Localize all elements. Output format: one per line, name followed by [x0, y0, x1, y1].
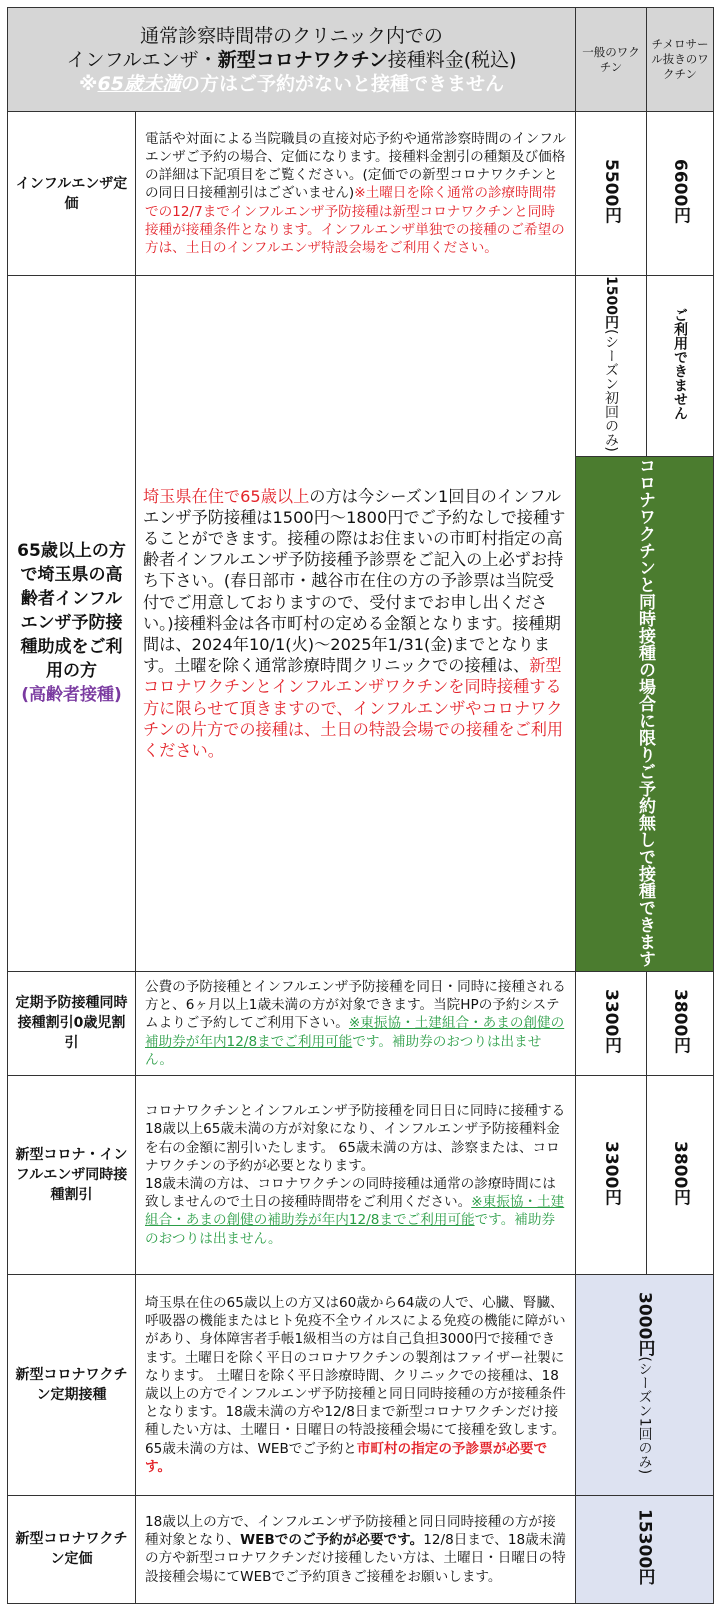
- price-thimerosal: [647, 276, 714, 457]
- desc-voucher-note: です。補助券のおつりは出ません。: [145, 1212, 556, 1247]
- price-general-text: 3300円: [601, 1140, 622, 1206]
- price-combined-text: 15300円: [634, 1509, 655, 1586]
- desc-warning: 市町村の指定の予診票が必要です。: [145, 1440, 548, 1475]
- table-title: [8, 8, 576, 112]
- title-line2-pre: インフルエンザ・: [66, 48, 218, 71]
- desc-text-2: 12/8日まで、18歳未満の方や新型コロナワクチンだけ接種したい方は、土曜日・日曜日の特設接種会場にてWEBでご予約頂きご接種をお願いします。: [145, 1532, 566, 1585]
- price-thimerosal: [647, 112, 714, 276]
- desc-warning: 新型コロナワクチンとインフルエンザワクチンを同時接種する方に限らせて頂きますので、インフルエンザやコロナワクチンの片方での接種は、土日の特設会場での接種をご利用ください。: [143, 656, 564, 761]
- table-header-row: [8, 8, 714, 112]
- table-row: [8, 112, 714, 276]
- table-row: [8, 971, 714, 1075]
- notice-post: の方はご予約がないと接種できません: [180, 72, 504, 95]
- price-general-text: 3300円: [601, 989, 622, 1054]
- table-row: [8, 1274, 714, 1495]
- reservation-notice: [12, 72, 571, 96]
- price-thimerosal-text: 3800円: [670, 989, 691, 1054]
- row-label-sub: (高齢者接種): [21, 685, 122, 706]
- row-label-text: 65歳以上の方で埼玉県の高齢者インフルエンザ予防接種助成をご利用の方: [17, 541, 126, 682]
- title-line2-post: 接種料金(税込): [387, 48, 517, 71]
- desc-voucher-note: です。補助券のおつりは出ません。: [145, 1033, 542, 1068]
- desc-text: 公費の予防接種とインフルエンザ予防接種を同日・同時に接種される方と、6ヶ月以上1歳未満の方が対象できます。当院HPの予約システムよりご予約してご利用下さい。: [145, 978, 566, 1032]
- desc-highlight: 埼玉県在住で65歳以上: [143, 486, 310, 506]
- price-thimerosal-text: 6600円: [670, 159, 691, 224]
- table-row: [8, 1075, 714, 1274]
- table-row: [8, 1495, 714, 1603]
- price-combined-text: [635, 1292, 655, 1474]
- row-description: [136, 276, 576, 972]
- price-thimerosal: [647, 1075, 714, 1274]
- same-day-note-text: コロナワクチンと同時接種の場合に限りご予約無しで接種できます: [635, 456, 656, 967]
- desc-text: の方は今シーズン1回目のインフルエンザ予防接種は1500円～1800円でご予約なしで接種することができます。接種の際はお住まいの市町村指定の高齢者インフルエンザ予防接種予診票をご記入の上必ずお持ち下さい。(春日部市・越谷市在住の方の予診票は当院受付でご用意しておりますので、受付までお申し出ください。)接種料金は各市町村の定める金額となります。接種期間は、2024年10/1(火)～2025年1/31(金)までとなります。土曜を除く通常診療時間クリニックでの接種は、: [143, 486, 566, 676]
- price-note: (シーズン1回のみ): [636, 1356, 653, 1474]
- row-label: 定期予防接種同時接種割引0歳児割引: [8, 971, 136, 1075]
- row-description: [136, 971, 576, 1075]
- row-label: [8, 276, 136, 972]
- notice-em: 65歳未満: [97, 72, 181, 95]
- price-combined: [576, 1495, 714, 1603]
- title-line2-bold: 新型コロナワクチン: [217, 48, 388, 71]
- price-general: [576, 1075, 647, 1274]
- price-value: 3000円: [634, 1291, 655, 1357]
- title-line2: [12, 48, 571, 72]
- price-general: [576, 112, 647, 276]
- desc-text: 埼玉県在住の65歳以上の方又は60歳から64歳の人で、心臓、腎臓、呼吸器の機能またはヒト免疫不全ウイルスによる免疫の機能に障がいがあり、身体障害者手帳1級相当の方は自己負担3000円で接種できます。土曜日を除く平日のコロナワクチンの製剤はファイザー社製になります。 土曜日を除く平日診療時間、クリニックでの接種は、18歳以上の方でインフルエンザ予防接種と同日同時接種の方が接種条件となります。18歳未満の方や12/8日まで新型コロナワクチンだけ接種したい方は、土曜日・日曜日の特設接種会場にて接種を致します。65歳未満の方は、WEBでご予約と: [145, 1294, 566, 1457]
- col-header-general: 一般のワクチン: [576, 8, 647, 112]
- price-thimerosal: [647, 971, 714, 1075]
- title-line1: 通常診察時間帯のクリニック内での: [140, 24, 443, 47]
- row-description: [136, 1495, 576, 1603]
- row-label: インフルエンザ定価: [8, 112, 136, 276]
- desc-text: 18歳以上の方で、インフルエンザ予防接種と同日同時接種の方が接種対象となり、: [145, 1514, 556, 1549]
- row-description: [136, 112, 576, 276]
- row-label: 新型コロナワクチン定期接種: [8, 1274, 136, 1495]
- desc-text: コロナワクチンとインフルエンザ予防接種を同日日に同時に接種する18歳以上65歳未満の方が対象になり、インフルエンザ予防接種料金を右の金額に割引いたします。 65歳未満の方は、診察または、コロナワクチンの予約が必要となります。 18歳未満の方は、コロナワクチンの同時接種は通常の診療時間には致しませんので土日の接種時間帯をご利用ください。: [145, 1103, 566, 1211]
- price-general-text: 5500円: [601, 159, 622, 224]
- desc-voucher-link: ※東振協・土建組合・あまの創健の補助券が年内12/8までご利用可能: [145, 1015, 565, 1050]
- row-description: [136, 1274, 576, 1495]
- desc-text: 電話や対面による当院職員の直接対応予約や通常診察時間のインフルエンザご予約の場合、定価になります。接種料金割引の種類及び価格の詳細は下記項目をご覧ください。(定価での新型コロナワクチンとの同日日接種割引はございません): [145, 130, 566, 202]
- table-row: [8, 276, 714, 457]
- price-general: [576, 276, 647, 457]
- row-description: [136, 1075, 576, 1274]
- price-general: [576, 971, 647, 1075]
- desc-emphasis: WEBでのご予約が必要です。: [240, 1532, 424, 1549]
- price-thimerosal-text: ご利用できません: [672, 307, 689, 420]
- vaccine-price-table: [7, 7, 714, 1604]
- desc-voucher-link: ※東振協・土建組合・あまの創健の補助券が年内12/8までご利用可能: [145, 1194, 565, 1229]
- price-thimerosal-text: 3800円: [670, 1140, 691, 1206]
- same-day-note-box: [576, 456, 714, 971]
- desc-warning: ※土曜日を除く通常の診療時間帯での12/7までインフルエンザ予防接種は新型コロナワクチンと同時接種が接種条件となります。インフルエンザ単独での接種のご希望の方は、土日のインフルエンザ特設会場をご利用ください。: [145, 185, 565, 256]
- row-label: 新型コロナワクチン定価: [8, 1495, 136, 1603]
- price-value: 1500円: [603, 276, 620, 329]
- price-general-text: [603, 276, 619, 452]
- price-combined: [576, 1274, 714, 1495]
- price-note: (シーズン初回のみ): [603, 328, 620, 452]
- row-label: 新型コロナ・インフルエンザ同時接種割引: [8, 1075, 136, 1274]
- notice-pre: ※: [79, 72, 98, 95]
- col-header-thimerosal: チメロサール抜きのワクチン: [647, 8, 714, 112]
